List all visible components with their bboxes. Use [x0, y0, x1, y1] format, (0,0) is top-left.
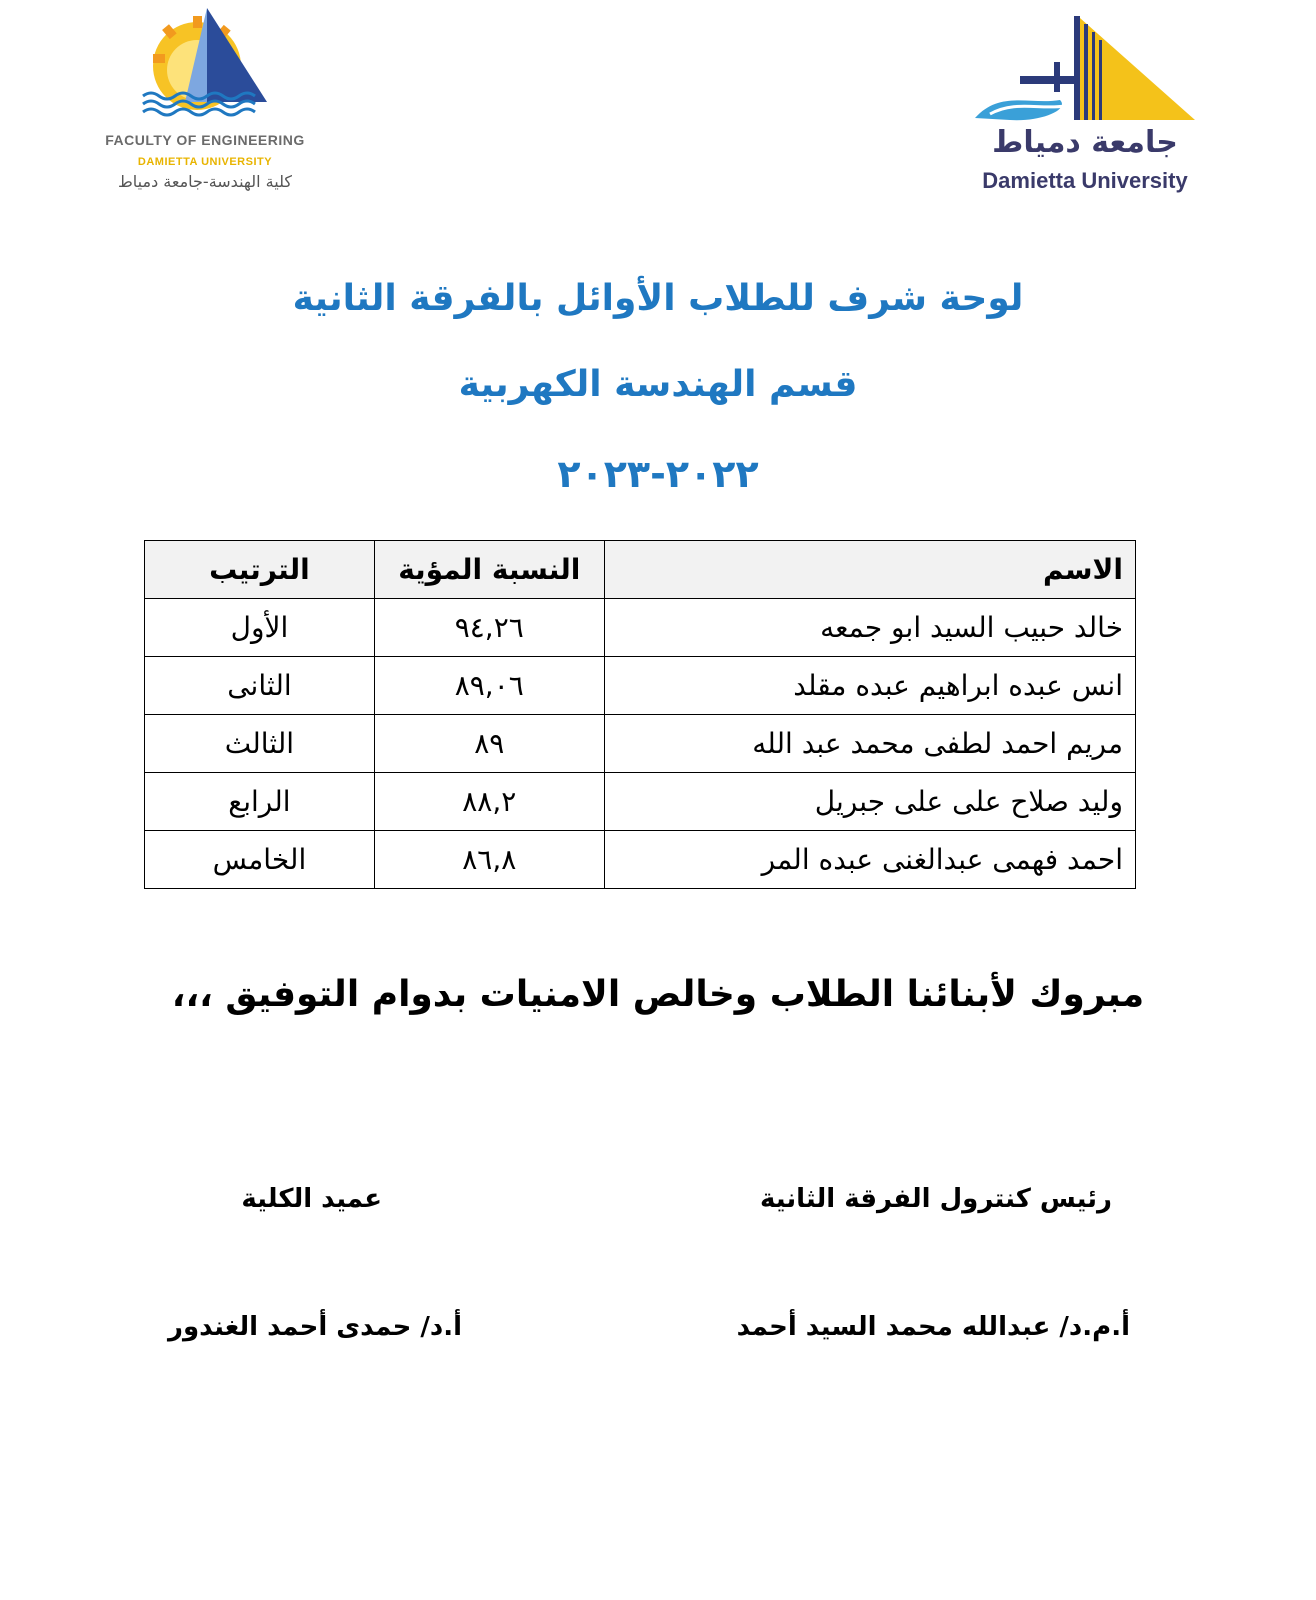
- department-title: قسم الهندسة الكهربية: [458, 364, 858, 405]
- table-row: [145, 599, 1136, 657]
- student-percentage: ٨٨,٢: [374, 773, 604, 831]
- student-rank: الأول: [145, 599, 375, 657]
- student-name: مريم احمد لطفى محمد عبد الله: [604, 715, 1135, 773]
- university-emblem-icon: [970, 10, 1200, 125]
- university-name-ar: جامعة دمياط: [992, 125, 1178, 160]
- student-name: انس عبده ابراهيم عبده مقلد: [604, 657, 1135, 715]
- control-head-title: رئيس كنترول الفرقة الثانية: [759, 1184, 1112, 1214]
- dean-name: أ.د/ حمدى أحمد الغندور: [167, 1312, 462, 1342]
- control-head-name: أ.م.د/ عبدالله محمد السيد أحمد: [736, 1312, 1130, 1342]
- student-name: خالد حبيب السيد ابو جمعه: [604, 599, 1135, 657]
- student-percentage: ٨٩,٠٦: [374, 657, 604, 715]
- student-rank: الثانى: [145, 657, 375, 715]
- university-name-en: Damietta University: [982, 168, 1188, 193]
- faculty-emblem-icon: [135, 4, 275, 119]
- student-rank: الثالث: [145, 715, 375, 773]
- congratulations-text: مبروك لأبنائنا الطلاب وخالص الامنيات بدوام التوفيق ،،،: [171, 974, 1145, 1015]
- header-percentage: النسبة المؤية: [374, 541, 604, 599]
- dean-title: عميد الكلية: [241, 1184, 382, 1214]
- academic-year: ٢٠٢٢-٢٠٢٣: [557, 452, 759, 496]
- table-row: [145, 831, 1136, 889]
- table-row: [145, 657, 1136, 715]
- student-rank: الرابع: [145, 773, 375, 831]
- university-logo: [965, 10, 1205, 200]
- student-rank: الخامس: [145, 831, 375, 889]
- student-name: احمد فهمى عبدالغنى عبده المر: [604, 831, 1135, 889]
- header-name: الاسم: [604, 541, 1135, 599]
- student-percentage: ٨٦,٨: [374, 831, 604, 889]
- faculty-subname-en: DAMIETTA UNIVERSITY: [137, 156, 273, 168]
- faculty-name-ar: كلية الهندسة-جامعة دمياط: [118, 172, 292, 191]
- student-percentage: ٩٤,٢٦: [374, 599, 604, 657]
- faculty-logo: [95, 4, 315, 196]
- honor-table: [144, 540, 1136, 889]
- page-title: لوحة شرف للطلاب الأوائل بالفرقة الثانية: [292, 278, 1024, 319]
- student-name: وليد صلاح على على جبريل: [604, 773, 1135, 831]
- table-row: [145, 773, 1136, 831]
- student-percentage: ٨٩: [374, 715, 604, 773]
- faculty-name-en: FACULTY OF ENGINEERING: [105, 132, 305, 148]
- table-header-row: [145, 541, 1136, 599]
- table-row: [145, 715, 1136, 773]
- header-rank: الترتيب: [145, 541, 375, 599]
